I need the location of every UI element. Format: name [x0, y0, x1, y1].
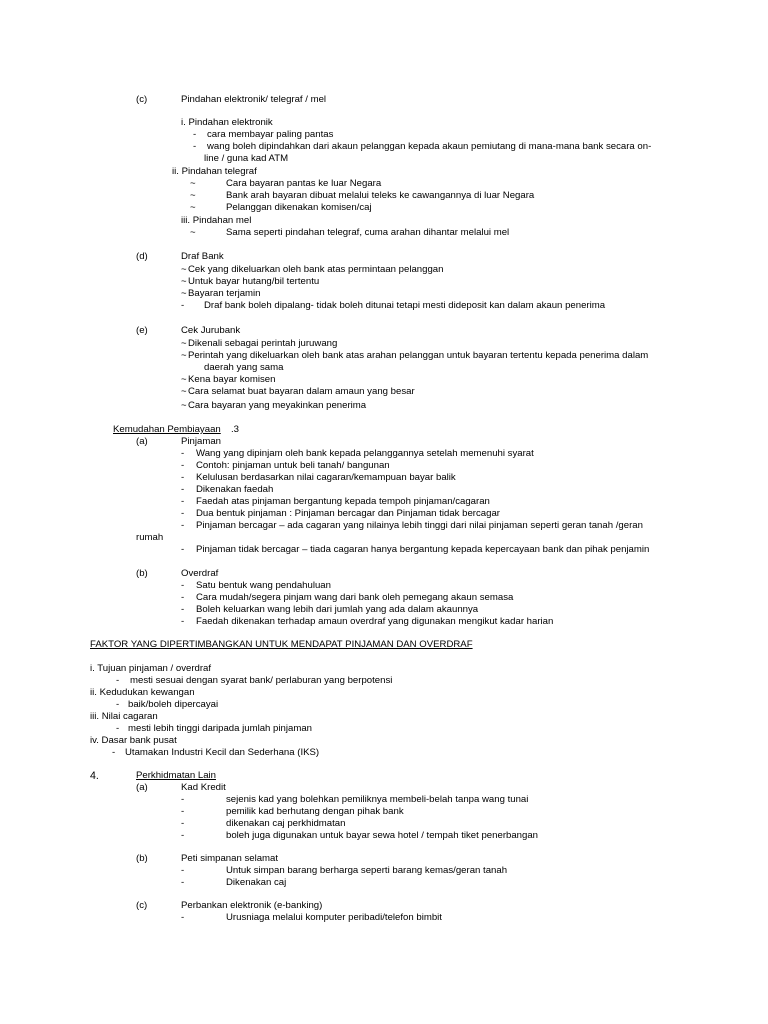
list-item: cara membayar paling pantas: [207, 129, 334, 140]
list-item: sejenis kad yang bolehkan pemiliknya membeli-belah tanpa wang tunai: [226, 794, 529, 805]
marker-b: (b): [136, 568, 148, 579]
list-item: Faedah atas pinjaman bergantung kepada tempoh pinjaman/cagaran: [196, 496, 490, 507]
list-item: Draf bank boleh dipalang- tidak boleh ditunai tetapi mesti dideposit kan dalam akaun penerima: [204, 300, 606, 311]
factor-title: i. Tujuan pinjaman / overdraf: [90, 663, 212, 674]
list-item: dikenakan caj perkhidmatan: [226, 818, 346, 829]
dash-glyph: -: [181, 616, 185, 627]
dash-glyph: -: [181, 818, 185, 829]
dash-glyph: -: [181, 448, 185, 459]
list-item: boleh juga digunakan untuk bayar sewa hotel / tempah tiket penerbangan: [226, 830, 539, 841]
dash-glyph: -: [181, 580, 185, 591]
list-item: Untuk simpan barang berharga seperti barang kemas/geran tanah: [226, 865, 508, 876]
dash-glyph: -: [116, 699, 120, 710]
dash-glyph: -: [181, 865, 185, 876]
marker-c: (c): [136, 900, 148, 911]
overdraf-title: Overdraf: [181, 568, 219, 579]
sub-ii-title: ii. Pindahan telegraf: [172, 166, 257, 177]
list-item: Cara bayaran yang meyakinkan penerima: [188, 400, 367, 411]
list-item: Cek yang dikeluarkan oleh bank atas permintaan pelanggan: [188, 264, 444, 275]
list-item: Sama seperti pindahan telegraf, cuma arahan dihantar melalui mel: [226, 227, 510, 238]
list-item: Kena bayar komisen: [188, 374, 276, 385]
factor-title: iii. Nilai cagaran: [90, 711, 158, 722]
factor-title: ii. Kedudukan kewangan: [90, 687, 195, 698]
list-item: Wang yang dipinjam oleh bank kepada pelanggannya setelah memenuhi syarat: [196, 448, 534, 459]
factor-detail: Utamakan Industri Kecil dan Sederhana (IKS): [125, 747, 320, 758]
section-c-title: Pindahan elektronik/ telegraf / mel: [181, 94, 327, 105]
dash-glyph: -: [116, 723, 120, 734]
list-item: Bank arah bayaran dibuat melalui teleks ke cawangannya di luar Negara: [226, 190, 535, 201]
marker-e: (e): [136, 325, 148, 336]
list-item: Dikenali sebagai perintah juruwang: [188, 338, 338, 349]
list-item: Faedah dikenakan terhadap amaun overdraf yang digunakan mengikut kadar harian: [196, 616, 554, 627]
dash-glyph: -: [181, 520, 185, 531]
section-4-number: 4.: [90, 770, 99, 782]
list-item: Dikenakan faedah: [196, 484, 274, 495]
dash-glyph: -: [181, 472, 185, 483]
dash-glyph: ~: [181, 264, 187, 275]
list-item: pemilik kad berhutang dengan pihak bank: [226, 806, 404, 817]
marker-c: (c): [136, 94, 148, 105]
dash-glyph: -: [181, 496, 185, 507]
list-item-wrap: daerah yang sama: [204, 362, 284, 373]
dash-glyph: -: [181, 806, 185, 817]
dash-glyph: ~: [190, 190, 196, 201]
factor-detail: baik/boleh dipercayai: [128, 699, 219, 710]
factors-heading: FAKTOR YANG DIPERTIMBANGKAN UNTUK MENDAPAT PINJAMAN DAN OVERDRAF: [90, 639, 473, 650]
factor-detail: mesti lebih tinggi daripada jumlah pinjaman: [128, 723, 312, 734]
list-item: Boleh keluarkan wang lebih dari jumlah yang ada dalam akaunnya: [196, 604, 479, 615]
list-item-wrap: line / guna kad ATM: [204, 153, 289, 164]
dash-glyph: ~: [181, 338, 187, 349]
sub-iii-title: iii. Pindahan mel: [181, 215, 252, 226]
dash-glyph: ~: [181, 276, 187, 287]
dash-glyph: -: [181, 460, 185, 471]
list-item: Cara selamat buat bayaran dalam amaun yang besar: [188, 386, 415, 397]
list-item: Untuk bayar hutang/bil tertentu: [188, 276, 320, 287]
section-4-heading: Perkhidmatan Lain: [136, 770, 216, 781]
dash-glyph: -: [181, 592, 185, 603]
e-banking-title: Perbankan elektronik (e-banking): [181, 900, 323, 911]
list-item: Contoh: pinjaman untuk beli tanah/ bangunan: [196, 460, 390, 471]
dash-glyph: ~: [190, 227, 196, 238]
dash-glyph: -: [181, 794, 185, 805]
list-item: Urusniaga melalui komputer peribadi/telefon bimbit: [226, 912, 442, 923]
dash-glyph: -: [181, 484, 185, 495]
dash-glyph: -: [181, 877, 185, 888]
dash-glyph: -: [181, 508, 185, 519]
list-item: Pelanggan dikenakan komisen/caj: [226, 202, 372, 213]
dash-glyph: ~: [181, 350, 187, 361]
kad-kredit-title: Kad Kredit: [181, 782, 226, 793]
dash-glyph: -: [181, 912, 185, 923]
list-item: Dikenakan caj: [226, 877, 287, 888]
marker-d: (d): [136, 251, 148, 262]
factor-detail: mesti sesuai dengan syarat bank/ perlaburan yang berpotensi: [130, 675, 393, 686]
section-e-title: Cek Jurubank: [181, 325, 241, 336]
dash-glyph: -: [181, 544, 185, 555]
dash-glyph: -: [116, 675, 120, 686]
dash-glyph: ~: [181, 374, 187, 385]
section-3-number: .3: [231, 424, 240, 435]
dash-glyph: ~: [181, 386, 187, 397]
pinjaman-title: Pinjaman: [181, 436, 221, 447]
list-item: Cara bayaran pantas ke luar Negara: [226, 178, 382, 189]
dash-glyph: ~: [190, 202, 196, 213]
dash-glyph: ~: [181, 400, 187, 411]
dash-glyph: -: [112, 747, 116, 758]
dash-glyph: -: [193, 129, 197, 140]
section-d-title: Draf Bank: [181, 251, 224, 262]
dash-glyph: -: [193, 141, 197, 152]
marker-a: (a): [136, 782, 148, 793]
list-item: Bayaran terjamin: [188, 288, 261, 299]
list-item: Pinjaman tidak bercagar – tiada cagaran hanya bergantung kepada kepercayaan bank dan pihak penjamin: [196, 544, 650, 555]
marker-a: (a): [136, 436, 148, 447]
list-item: Satu bentuk wang pendahuluan: [196, 580, 331, 591]
sub-i-title: i. Pindahan elektronik: [181, 117, 273, 128]
list-item: Pinjaman bercagar – ada cagaran yang nilainya lebih tinggi dari nilai pinjaman seperti geran tanah /geran: [196, 520, 643, 531]
list-item: wang boleh dipindahkan dari akaun pelanggan kepada akaun pemiutang di mana-mana bank secara on-: [207, 141, 652, 152]
factor-title: iv. Dasar bank pusat: [90, 735, 177, 746]
list-item: Dua bentuk pinjaman : Pinjaman bercagar dan Pinjaman tidak bercagar: [196, 508, 500, 519]
list-item: Perintah yang dikeluarkan oleh bank atas arahan pelanggan untuk bayaran tertentu kepada penerima dalam: [188, 350, 649, 361]
marker-b: (b): [136, 853, 148, 864]
section-3-heading: Kemudahan Pembiayaan: [113, 424, 221, 435]
list-item-wrap: rumah: [136, 532, 164, 543]
dash-glyph: -: [181, 830, 185, 841]
dash-glyph: -: [181, 604, 185, 615]
dash-glyph: -: [181, 300, 185, 311]
list-item: Cara mudah/segera pinjam wang dari bank oleh pemegang akaun semasa: [196, 592, 514, 603]
list-item: Kelulusan berdasarkan nilai cagaran/kemampuan bayar balik: [196, 472, 456, 483]
peti-simpanan-title: Peti simpanan selamat: [181, 853, 279, 864]
dash-glyph: ~: [190, 178, 196, 189]
dash-glyph: ~: [181, 288, 187, 299]
